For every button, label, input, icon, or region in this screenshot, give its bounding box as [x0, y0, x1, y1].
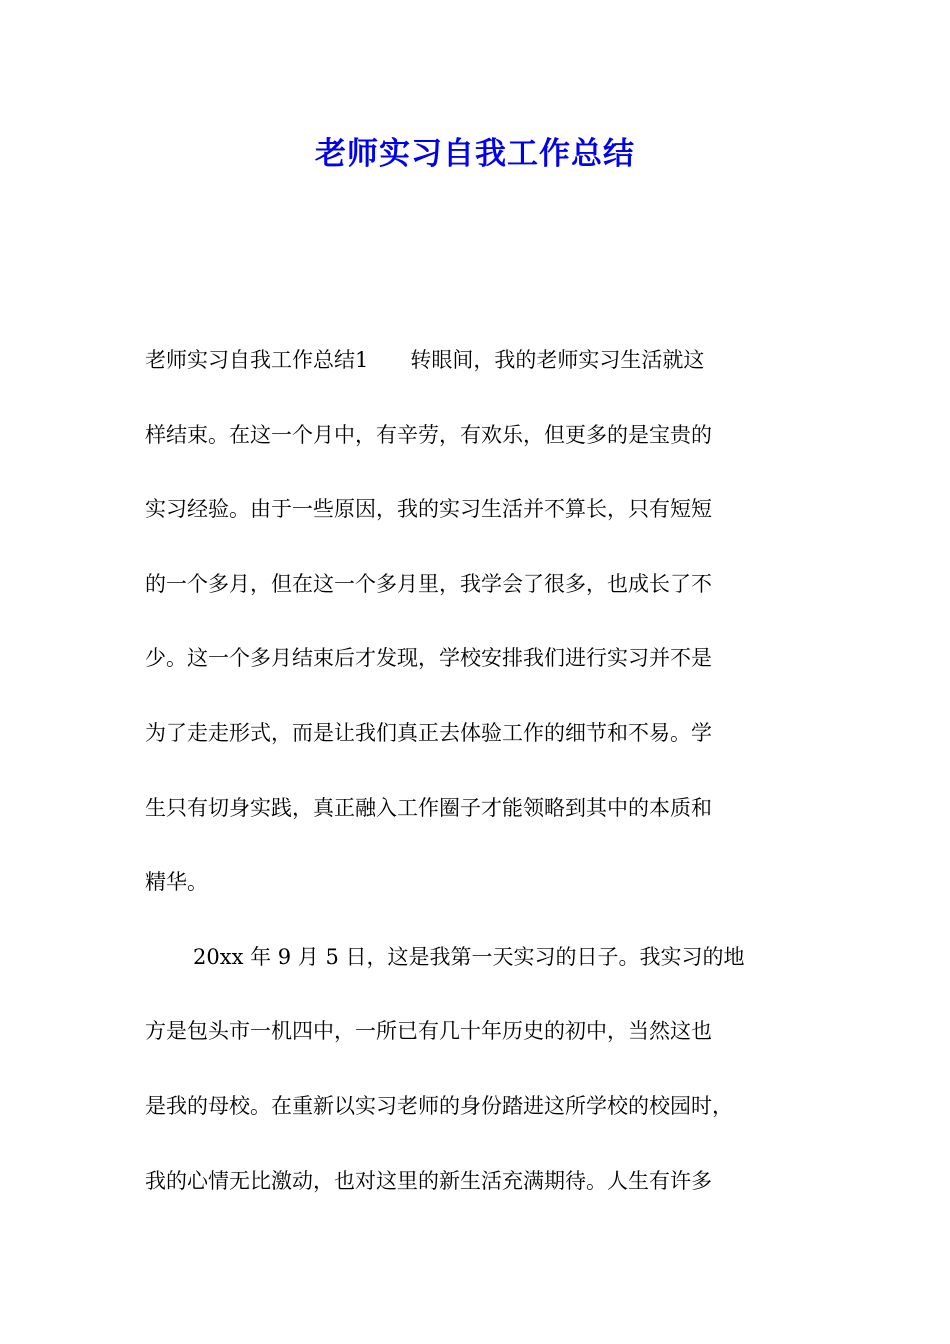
document-title: 老师实习自我工作总结 — [315, 136, 635, 172]
paragraph-line: 为了走走形式，而是让我们真正去体验工作的细节和不易。学 — [145, 720, 712, 745]
paragraph-line: 方是包头市一机四中，一所已有几十年历史的初中，当然这也 — [145, 1019, 712, 1044]
paragraph-line: 我的心情无比激动，也对这里的新生活充满期待。人生有许多 — [145, 1168, 712, 1193]
paragraph-line: 老师实习自我工作总结1 转眼间，我的老师实习生活就这 — [145, 348, 705, 372]
paragraph-line: 样结束。在这一个月中，有辛劳，有欢乐，但更多的是宝贵的 — [145, 422, 712, 447]
document-body — [145, 338, 810, 1233]
paragraph-line: 的一个多月，但在这一个多月里，我学会了很多，也成长了不 — [145, 571, 712, 596]
paragraph-line: 实习经验。由于一些原因，我的实习生活并不算长，只有短短 — [145, 497, 712, 522]
paragraph-line: 精华。 — [145, 870, 208, 895]
paragraph-line: 20xx 年 9 月 5 日，这是我第一天实习的日子。我实习的地 — [193, 944, 745, 969]
paragraph-line: 少。这一个多月结束后才发现，学校安排我们进行实习并不是 — [145, 646, 712, 671]
paragraph-line: 是我的母校。在重新以实习老师的身份踏进这所学校的校园时， — [145, 1093, 733, 1118]
paragraph-line: 生只有切身实践，真正融入工作圈子才能领略到其中的本质和 — [145, 795, 712, 820]
